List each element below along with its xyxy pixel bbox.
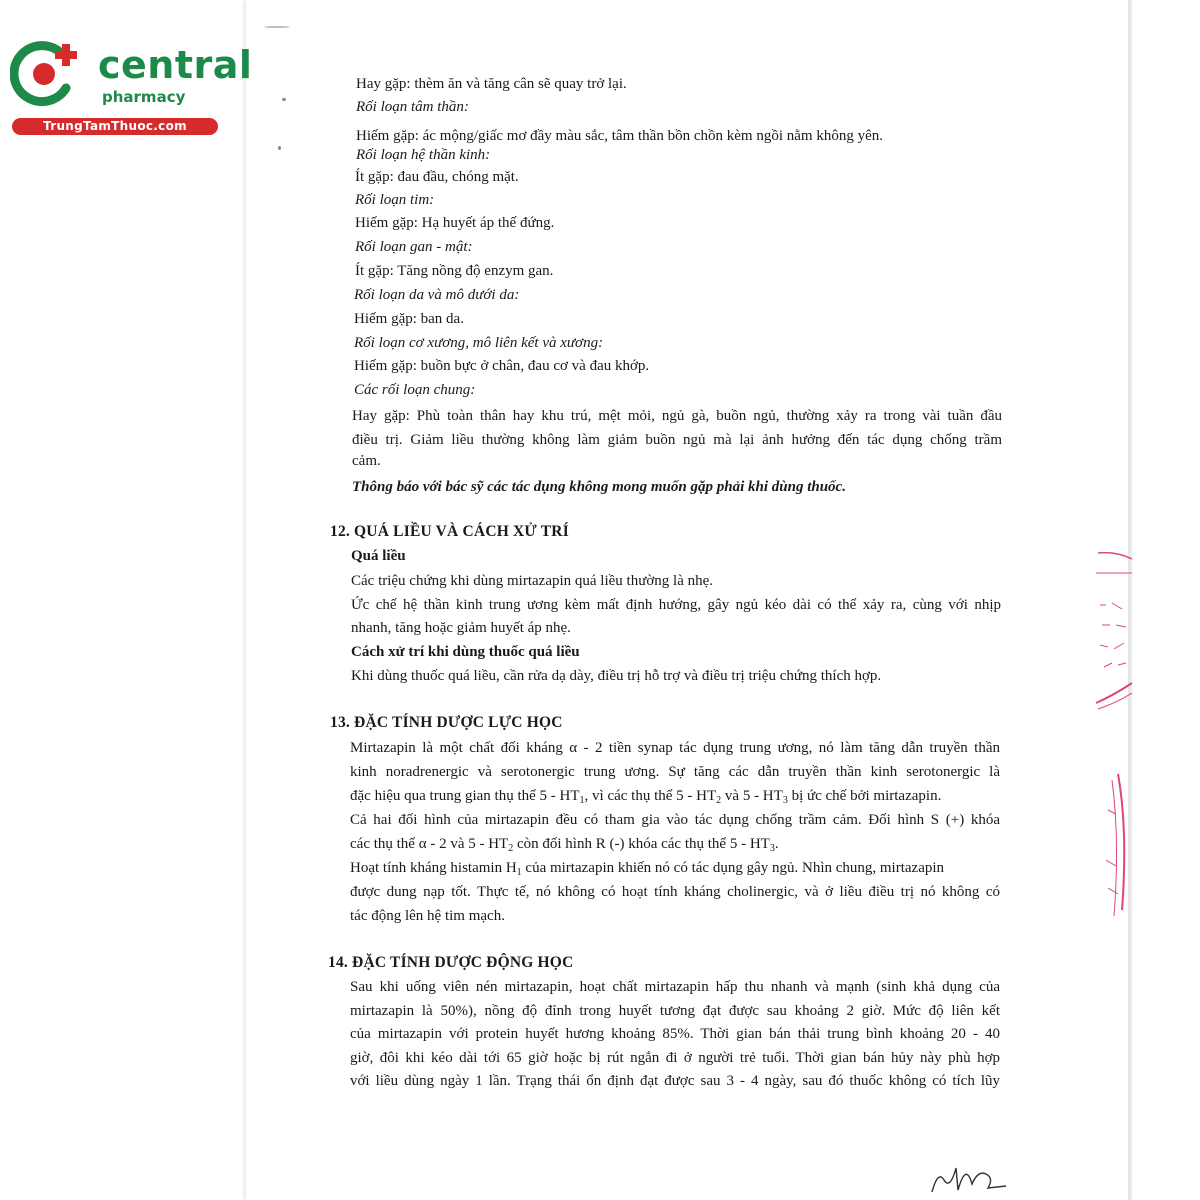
text-line: Ức chế hệ thần kinh trung ương kèm mất định hướng, gây ngủ kéo dài có thể xảy ra, cùng với nhịp <box>351 597 1001 613</box>
text-line: giờ, đôi khi kéo dài tới 65 giờ hoặc bị rút ngắn đi ở người trẻ tuổi. Thời gian bán hủy này phù hợp <box>350 1050 1000 1066</box>
text-line: Hiếm gặp: ban da. <box>354 311 464 327</box>
text-line: Ít gặp: Tăng nồng độ enzym gan. <box>355 263 554 279</box>
text-line: nhanh, tăng hoặc giảm huyết áp nhẹ. <box>351 620 571 636</box>
text-line: với liều dùng ngày 1 lần. Trạng thái ổn định đạt được sau 3 - 4 ngày, sau đó thuốc không có tích lũy <box>350 1073 1000 1089</box>
text-line: Hiếm gặp: Hạ huyết áp thế đứng. <box>355 215 555 231</box>
subscript: 2 <box>508 843 514 854</box>
subheading-treatment: Cách xử trí khi dùng thuốc quá liều <box>351 644 580 660</box>
text-run: đặc hiệu qua trung gian thụ thể 5 - HT <box>350 788 580 804</box>
text-line: Hay gặp: Phù toàn thân hay khu trú, mệt mỏi, ngủ gà, buồn ngủ, thường xảy ra trong vài tuần đầu <box>352 408 1002 424</box>
text-line: của mirtazapin với protein huyết hương khoảng 85%. Thời gian bán thải trung bình khoảng 20 - 40 <box>350 1026 1000 1042</box>
text-line: Hiếm gặp: ác mộng/giấc mơ đầy màu sắc, tâm thần bồn chồn kèm ngồi nằm không yên. <box>356 128 883 144</box>
text-line: Hiếm gặp: buồn bực ở chân, đau cơ và đau khớp. <box>354 358 650 374</box>
text-line: được dung nạp tốt. Thực tế, nó không có hoạt tính kháng cholinergic, và ở liều điều trị nó không có <box>350 884 1000 900</box>
text-run: các thụ thể α - 2 và 5 - HT <box>350 836 509 852</box>
text-run: của mirtazapin khiến nó có tác dụng gây ngủ. Nhìn chung, mirtazapin <box>521 860 945 876</box>
text-line: kinh noradrenergic và serotonergic trung ương. Sự tăng các dẫn truyền thần kinh serotonergic là <box>350 764 1000 780</box>
text-run: và 5 - HT <box>721 788 783 804</box>
category-label: Rối loạn da và mô dưới da: <box>354 287 520 303</box>
text-run: còn đối hình R (-) khóa các thụ thể 5 - HT <box>513 836 770 852</box>
text-line: cảm. <box>352 453 381 469</box>
category-label: Rối loạn tâm thần: <box>356 99 469 115</box>
text-line: Các triệu chứng khi dùng mirtazapin quá liều thường là nhẹ. <box>351 573 714 589</box>
subscript: 2 <box>716 795 722 806</box>
category-label: Các rối loạn chung: <box>354 382 476 398</box>
subheading-overdose: Quá liều <box>351 548 406 564</box>
text-run: . <box>774 836 779 852</box>
text-run: , vì các thụ thể 5 - HT <box>584 788 717 804</box>
category-label: Rối loạn cơ xương, mô liên kết và xương: <box>354 335 604 351</box>
subscript: 3 <box>769 843 775 854</box>
category-label: Rối loạn hệ thần kinh: <box>356 147 491 163</box>
text-line <box>350 858 1000 878</box>
text-line: mirtazapin là 50%), nồng độ đỉnh trong huyết tương đạt được sau khoảng 2 giờ. Mức độ liên kết <box>350 1003 1000 1019</box>
signature-mark <box>928 1150 1018 1200</box>
subscript: 1 <box>516 867 522 878</box>
text-run: bị ức chế bởi mirtazapin. <box>787 788 942 804</box>
section-heading-14: 14. ĐẶC TÍNH DƯỢC ĐỘNG HỌC <box>328 954 574 971</box>
subscript: 1 <box>579 795 585 806</box>
text-line: điều trị. Giảm liều thường không làm giảm buồn ngủ mà lại ảnh hưởng đến tác dụng chống trầm <box>352 432 1002 448</box>
section-heading-13: 13. ĐẶC TÍNH DƯỢC LỰC HỌC <box>330 714 563 731</box>
logo-name: central <box>98 43 253 87</box>
stamp-fragment <box>1098 770 1132 920</box>
section-heading-12: 12. QUÁ LIỀU VÀ CÁCH XỬ TRÍ <box>330 523 569 540</box>
category-label: Rối loạn gan - mật: <box>355 239 473 255</box>
text-line: Ít gặp: đau đầu, chóng mặt. <box>355 169 519 185</box>
text-line: Khi dùng thuốc quá liều, cần rửa dạ dày, điều trị hỗ trợ và điều trị triệu chứng thích hợp. <box>351 668 882 684</box>
stamp-fragment <box>1092 545 1132 715</box>
text-line: Mirtazapin là một chất đối kháng α - 2 tiền synap tác dụng trung ương, nó làm tăng dẫn truyền thần <box>350 740 1000 756</box>
logo-site: TrungTamThuoc.com <box>12 118 218 135</box>
text-line: Hay gặp: thèm ăn và tăng cân sẽ quay trở lại. <box>356 76 627 92</box>
text-line: tác động lên hệ tim mạch. <box>350 908 505 924</box>
logo-subname: pharmacy <box>102 88 186 106</box>
text-line <box>350 834 779 854</box>
text-line: Cả hai đối hình của mirtazapin đều có tham gia vào tác dụng chống trầm cảm. Đối hình S (+) khóa <box>350 812 1000 828</box>
subscript: 3 <box>782 795 788 806</box>
text-line: Sau khi uống viên nén mirtazapin, hoạt chất mirtazapin hấp thu nhanh và mạnh (sinh khả dụng của <box>350 979 1000 995</box>
notice-line: Thông báo với bác sỹ các tác dụng không mong muốn gặp phải khi dùng thuốc. <box>352 479 846 495</box>
text-run: Hoạt tính kháng histamin H <box>350 860 517 876</box>
text-line <box>350 786 941 806</box>
category-label: Rối loạn tim: <box>355 192 435 208</box>
